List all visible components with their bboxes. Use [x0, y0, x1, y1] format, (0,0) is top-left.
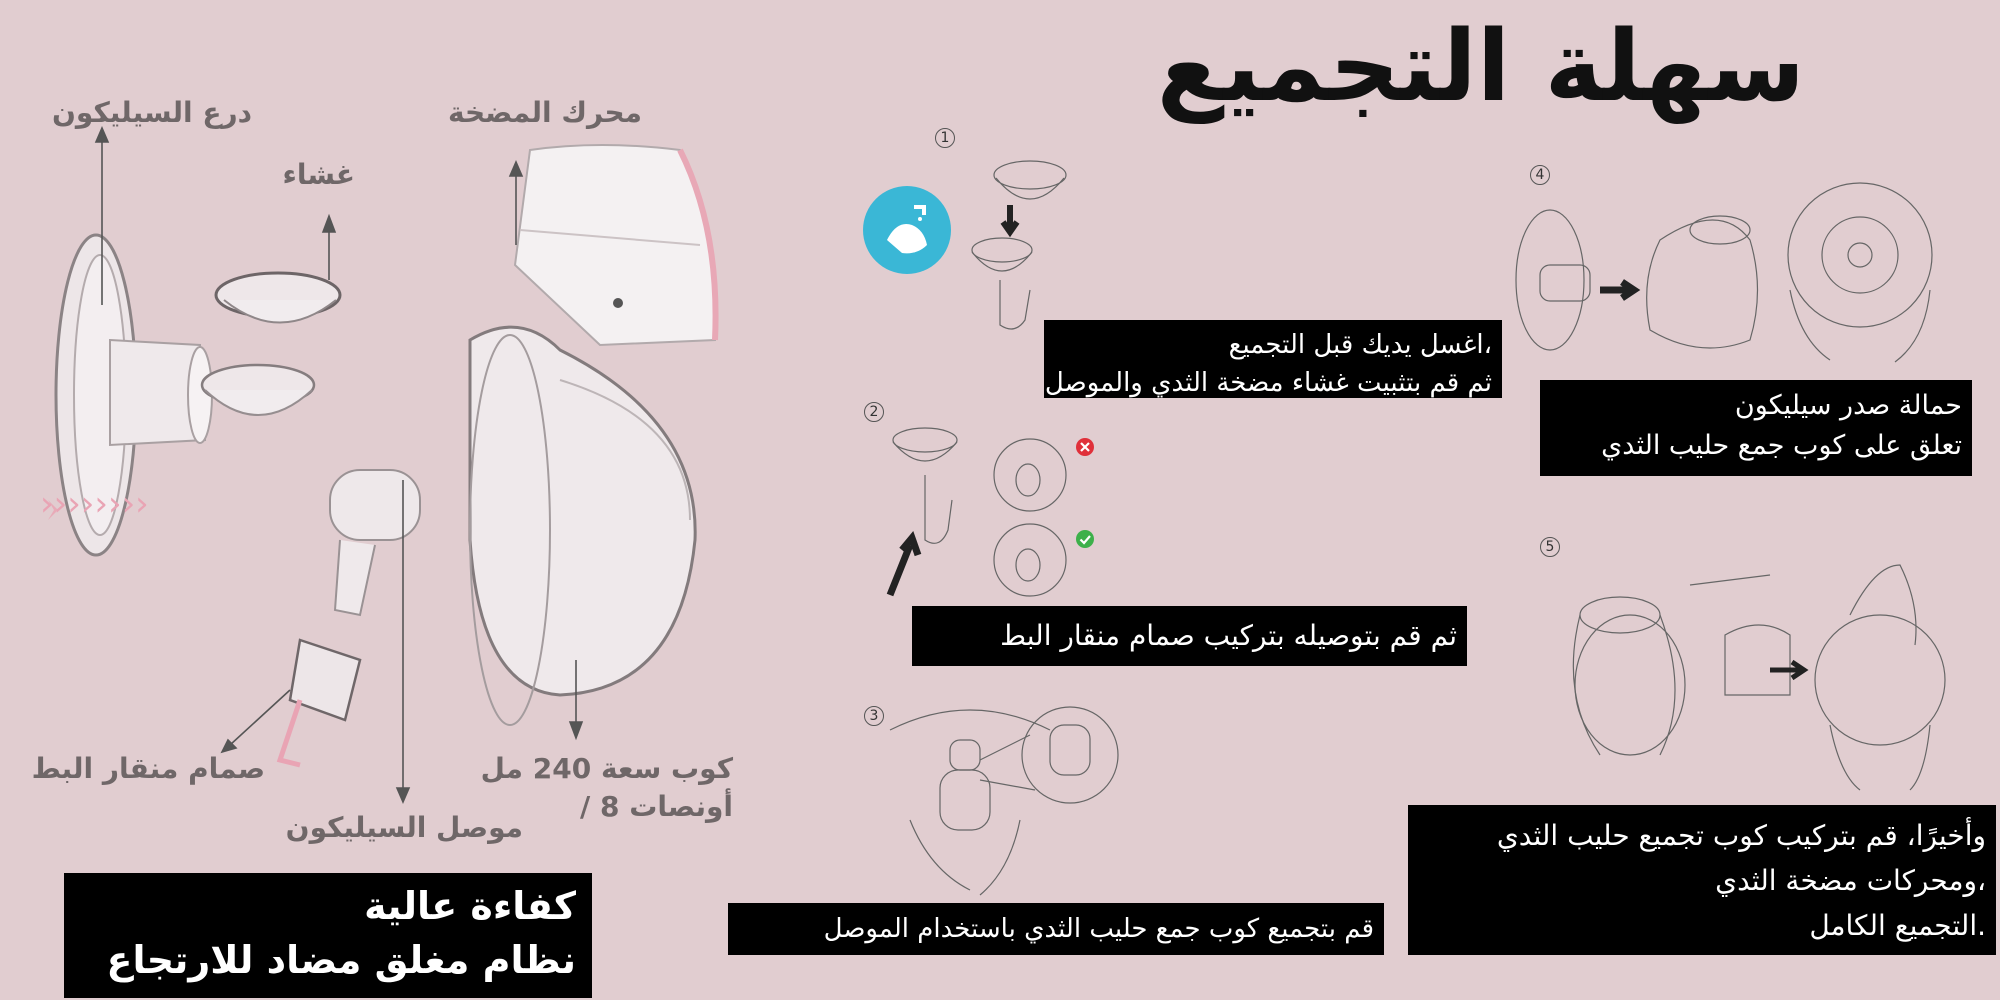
step-4-illustration [1500, 180, 1980, 370]
step-3-caption [728, 903, 1384, 955]
step-2-caption [912, 606, 1467, 666]
svg-text:››››››››: ›››››››› [40, 484, 149, 524]
check-icon [1076, 530, 1094, 548]
step-3-line-1: قم بتجميع كوب جمع حليب الثدي باستخدام الموصل [823, 914, 1374, 944]
wash-hands-icon [862, 185, 952, 275]
label-silicone-flange: درع السيليكون [52, 96, 252, 129]
step-2-line-1: ثم قم بتوصيله بتركيب صمام منقار البط [1000, 619, 1457, 652]
step-4-number: 4 [1530, 165, 1550, 185]
step-1-caption [1044, 320, 1502, 398]
step-1-number: 1 [935, 128, 955, 148]
step-5-line-2: ،ومحركات مضخة الثدي [1715, 864, 1986, 897]
product-exploded-view [0, 0, 730, 1000]
step-5-caption [1408, 805, 1996, 955]
label-duckbill-valve: صمام منقار البط [31, 752, 265, 785]
page-title: سهلة التجميع [1156, 10, 1805, 124]
step-5-number: 5 [1540, 537, 1560, 557]
flange-illustration [40, 235, 212, 555]
step-4-line-1: حمالة صدر سيليكون [1734, 390, 1962, 421]
step-5-illustration [1540, 545, 1980, 795]
error-icon [1076, 438, 1094, 456]
step-3-number: 3 [864, 706, 884, 726]
step-1-line-2: ثم قم بتثبيت غشاء مضخة الثدي والموصل [1044, 368, 1492, 398]
milk-cup-illustration [470, 327, 695, 725]
feature-efficiency: كفاءة عالية [364, 884, 576, 928]
step-3-illustration [870, 700, 1130, 900]
label-cup-ounces: أونصات 8 / [580, 790, 733, 823]
valve-illustration [280, 640, 360, 765]
step-4-line-2: تعلق على كوب جمع حليب الثدي [1601, 430, 1962, 461]
label-cup-capacity: كوب سعة 240 مل [480, 752, 733, 785]
step-5-line-3: .التجميع الكامل [1809, 909, 1986, 942]
membrane-illustration [216, 273, 340, 323]
feature-box [64, 873, 592, 998]
label-silicone-connector: موصل السيليكون [285, 811, 523, 844]
step-1-illustration [960, 150, 1080, 340]
step-5-line-1: وأخيرًا، قم بتركيب كوب تجميع حليب الثدي [1496, 819, 1986, 852]
motor-illustration [515, 145, 716, 345]
step-1-line-1: ،اغسل يديك قبل التجميع [1228, 330, 1492, 360]
label-pump-motor: محرك المضخة [448, 96, 642, 129]
step-2-number: 2 [864, 402, 884, 422]
feature-closed-system: نظام مغلق مضاد للارتجاع [106, 938, 576, 982]
step-2-illustration [880, 420, 1140, 620]
step-4-caption [1540, 380, 1972, 476]
label-membrane: غشاء [282, 158, 355, 191]
connector-illustration [202, 365, 420, 615]
